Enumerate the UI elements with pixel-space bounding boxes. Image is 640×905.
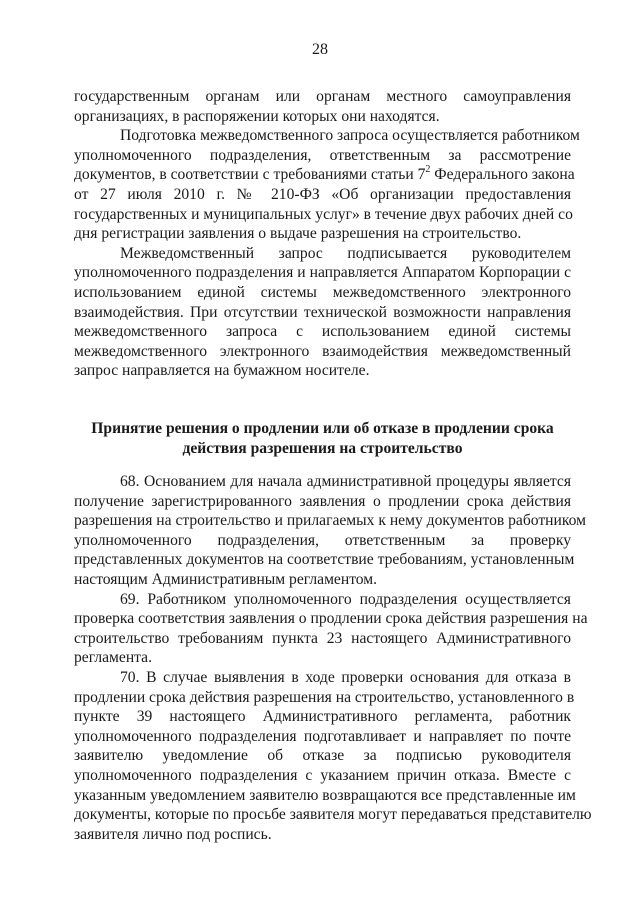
text-line: 70. В случае выявления в ходе проверки основания для отказа в	[120, 669, 571, 687]
text-line: уполномоченного подразделения, ответственным за рассмотрение	[74, 146, 571, 164]
text-line: 68. Основанием для начала административной процедуры является	[120, 473, 571, 491]
paragraph-interagency-request-preparation	[74, 126, 580, 244]
spacer	[74, 458, 571, 472]
text-line: настоящим Административным регламентом.	[74, 571, 378, 589]
text-line: уполномоченного подразделения и направляется Аппаратом Корпорации с	[74, 264, 571, 282]
text-line: продлении срока действия разрешения на строительство, установленного в	[74, 688, 575, 706]
text-line: регламента.	[74, 649, 152, 667]
text-fragment: Федерального закона	[430, 166, 575, 184]
text-line: использованием единой системы межведомственного электронного	[74, 283, 571, 301]
paragraph-69	[74, 590, 588, 668]
text-line: запрос направляется на бумажном носителе.	[74, 362, 370, 380]
text-line-with-superscript	[74, 164, 575, 185]
text-line: от 27 июля 2010 г. № 210-ФЗ «Об организации предоставления	[74, 185, 571, 203]
page-number: 28	[312, 41, 328, 58]
text-fragment: документов, в соответствии с требованиями статьи 7	[74, 166, 426, 184]
text-line: проверка соответствия заявления о продлении срока действия разрешения на	[74, 610, 588, 628]
text-line: Подготовка межведомственного запроса осуществляется работником	[120, 127, 580, 145]
text-line: государственных и муниципальных услуг» в течение двух рабочих дней со	[74, 205, 573, 223]
paragraph-interagency-request-signing	[74, 244, 571, 381]
text-line: указанным уведомлением заявителю возвращаются все представленные им	[74, 786, 576, 804]
text-line: уполномоченного подразделения, ответственным за проверку	[74, 531, 571, 549]
superscript: 2	[425, 164, 431, 176]
text-line: документы, которые по просьбе заявителя могут передаваться представителю	[74, 806, 592, 824]
text-line: 69. Работником уполномоченного подразделения осуществляется	[120, 590, 571, 608]
text-line: государственным органам или органам местного самоуправления	[74, 88, 571, 105]
heading-line: действия разрешения на строительство	[182, 439, 463, 457]
text-line: разрешения на строительство и прилагаемых к нему документов работником	[74, 512, 587, 530]
text-line: взаимодействия. При отсутствии технической возможности направления	[74, 303, 571, 321]
text-line: заявителю уведомление об отказе за подписью руководителя	[74, 747, 571, 765]
text-line: межведомственного запроса с использованием единой системы	[74, 323, 571, 341]
text-line: уполномоченного подразделения с указанием причин отказа. Вместе с	[74, 767, 571, 784]
document-body	[74, 87, 592, 844]
text-line: строительство требованиям пункта 23 настоящего Административного	[74, 629, 571, 647]
text-line: пункте 39 настоящего Административного регламента, работник	[74, 708, 571, 726]
text-line: межведомственного электронного взаимодействия межведомственный	[74, 342, 571, 360]
heading-line: Принятие решения о продлении или об отказе в продлении срока	[91, 419, 554, 437]
text-line: уполномоченного подразделения подготавливает и направляет по почте	[74, 727, 571, 745]
text-line: заявителя лично под роспись.	[74, 825, 272, 843]
paragraph-70	[74, 668, 592, 844]
paragraph-68	[74, 472, 587, 590]
paragraph-continuation	[74, 87, 571, 126]
text-line: получение зарегистрированного заявления о продлении срока действия	[74, 492, 571, 510]
section-heading	[74, 419, 571, 458]
text-line: Межведомственный запрос подписывается руководителем	[120, 244, 571, 262]
text-line: организациях, в распоряжении которых они находятся.	[74, 107, 440, 125]
spacer	[74, 381, 571, 419]
text-line: дня регистрации заявления о выдаче разрешения на строительство.	[74, 225, 522, 243]
text-line: представленных документов на соответствие требованиям, установленным	[74, 551, 575, 569]
